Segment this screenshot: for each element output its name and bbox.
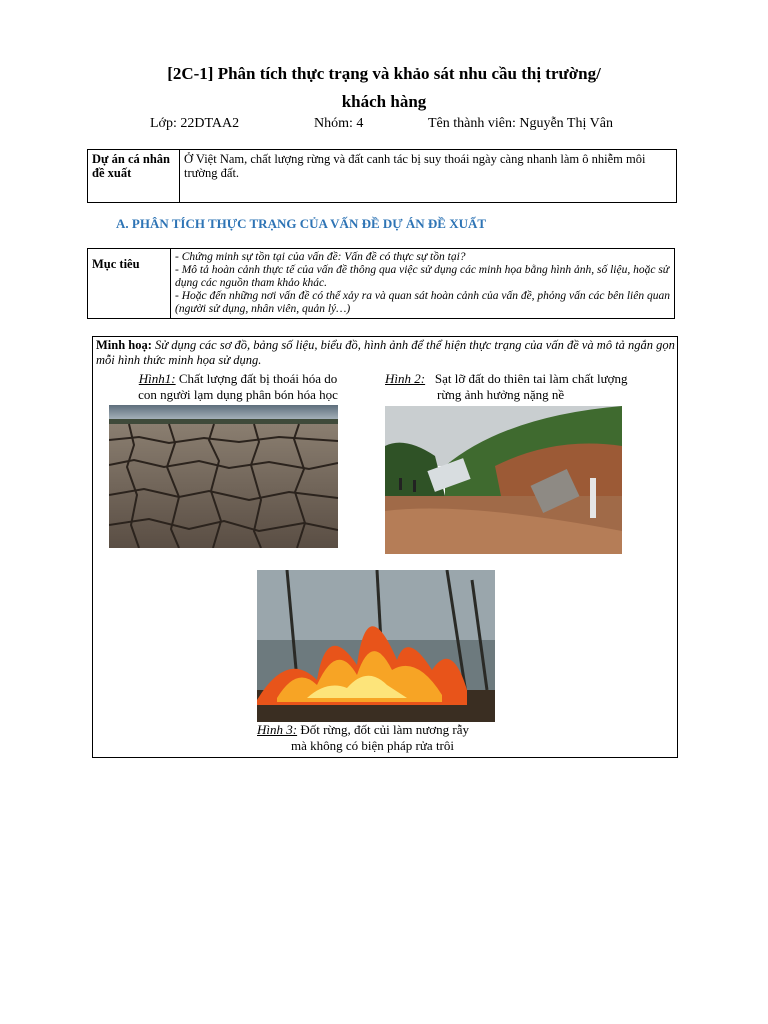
figure-2-landslide-image bbox=[385, 406, 622, 554]
objectives-label: Mục tiêu bbox=[88, 249, 171, 319]
title-line-2: khách hàng bbox=[341, 92, 427, 111]
figure-3-caption bbox=[213, 722, 533, 754]
figure-2-text-b: rừng ảnh hưởng nặng nề bbox=[437, 387, 565, 402]
figure-1-label: Hình1: bbox=[138, 371, 176, 386]
illustration-box bbox=[92, 336, 678, 758]
figure-1-text-b: con người lạm dụng phân bón hóa học bbox=[138, 387, 338, 402]
objective-line: - Hoặc đến những nơi vấn đề có thể xảy ra và quan sát hoàn cảnh của vấn đề, phỏng vấn các bên liên quan (người sử dụng, nhân viên, quản lý…) bbox=[175, 290, 670, 315]
figure-3-text-a: Đốt rừng, đốt củi làm nương rẫy bbox=[300, 722, 469, 737]
project-table bbox=[87, 149, 677, 203]
illustration-label: Minh hoạ: bbox=[96, 338, 152, 352]
figure-1-caption bbox=[93, 371, 383, 403]
class-label: Lớp: 22DTAA2 bbox=[150, 116, 240, 131]
figure-2-text-a: Sạt lỡ đất do thiên tai làm chất lượng bbox=[434, 371, 628, 386]
objective-line: - Chứng minh sự tồn tại của vấn đề: Vấn đề có thực sự tồn tại? bbox=[175, 251, 466, 263]
figure-3-label: Hình 3: bbox=[257, 722, 298, 737]
project-text: Ở Việt Nam, chất lượng rừng và đất canh tác bị suy thoái ngày càng nhanh làm ô nhiễm môi trường đất. bbox=[180, 150, 677, 203]
figure-1-text-a: Chất lượng đất bị thoái hóa do bbox=[178, 371, 338, 386]
objectives-text bbox=[171, 249, 675, 319]
figure-2-caption bbox=[385, 371, 675, 403]
objectives-table bbox=[87, 248, 675, 319]
illustration-text: Sử dụng các sơ đồ, bảng số liệu, biểu đồ, hình ảnh để thể hiện thực trạng của vấn đề và mô tả ngắn gọn mỗi hình thức minh họa sử dụng. bbox=[96, 338, 675, 367]
title-line-1: [2C-1] Phân tích thực trạng và khảo sát nhu cầu thị trường/ bbox=[167, 64, 601, 83]
group-label: Nhóm: 4 bbox=[314, 116, 364, 131]
objective-line: - Mô tả hoàn cảnh thực tế của vấn đề thông qua việc sử dụng các minh họa bằng hình ảnh, số liệu, hoặc sử dụng các nguồn tham khảo khác. bbox=[175, 264, 670, 289]
illustration-intro bbox=[96, 338, 676, 368]
section-a-heading: A. PHÂN TÍCH THỰC TRẠNG CỦA VẤN ĐỀ DỰ ÁN ĐỀ XUẤT bbox=[116, 216, 487, 231]
figure-2-label: Hình 2: bbox=[385, 371, 426, 386]
member-label: Tên thành viên: Nguyễn Thị Vân bbox=[428, 116, 613, 131]
project-label: Dự án cá nhân đề xuất bbox=[88, 150, 180, 203]
figure-1-cracked-soil-image bbox=[109, 405, 338, 548]
figure-3-forest-fire-image bbox=[257, 570, 495, 722]
document-title bbox=[0, 60, 768, 116]
figure-3-text-b: mà không có biện pháp rửa trôi bbox=[291, 738, 455, 753]
